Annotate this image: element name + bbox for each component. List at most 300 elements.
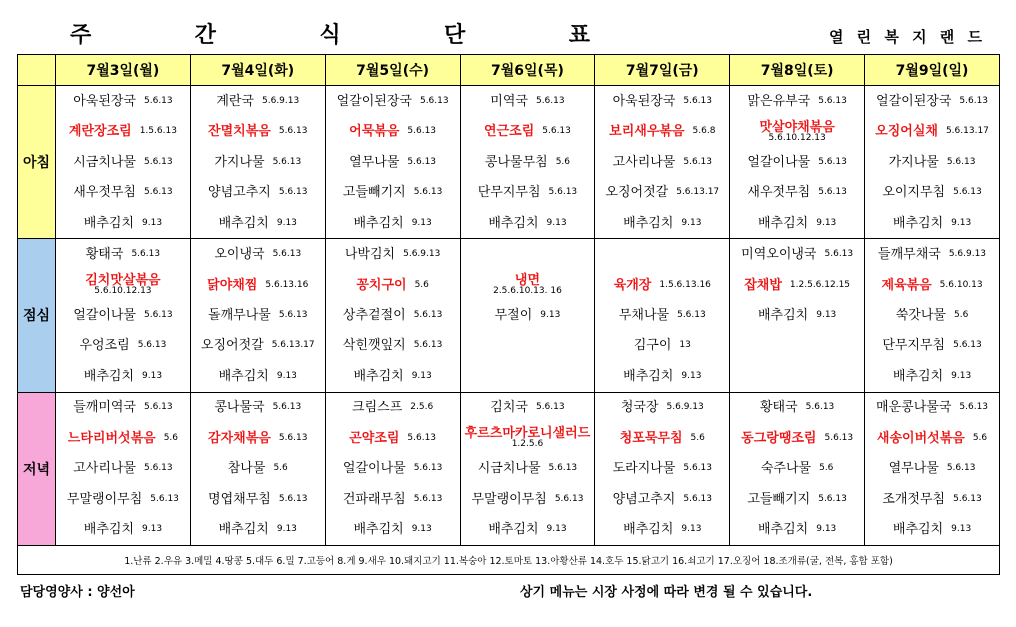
allergen-codes: 5.6.13 xyxy=(278,432,308,443)
weekly-menu-table xyxy=(17,54,1000,575)
menu-item xyxy=(56,208,190,238)
dish-name: 배추김치 xyxy=(353,215,404,231)
menu-item-list xyxy=(865,86,999,238)
menu-cell xyxy=(460,239,595,392)
allergen-codes: 5.6 xyxy=(972,432,988,443)
menu-item xyxy=(191,454,325,484)
allergen-codes: 5.6.13 xyxy=(818,187,847,198)
menu-item xyxy=(730,514,864,544)
dish-name: 콩나물국 xyxy=(214,400,265,416)
menu-cell xyxy=(865,392,1000,545)
allergen-codes: 2.5.6 xyxy=(410,402,434,413)
facility-name: 열 린 복 지 랜 드 xyxy=(828,28,986,46)
menu-cell xyxy=(730,239,865,392)
menu-cell xyxy=(595,239,730,392)
menu-item xyxy=(56,239,190,269)
dish-name: 배추김치 xyxy=(83,522,135,538)
allergen-codes: 5.6.13 xyxy=(144,402,173,413)
dish-name: 김구이 xyxy=(633,338,672,354)
menu-item xyxy=(326,208,460,238)
dish-name: 들깨미역국 xyxy=(73,400,136,416)
menu-item xyxy=(191,331,325,361)
menu-item xyxy=(865,208,999,238)
dish-name: 참나물 xyxy=(227,461,266,477)
menu-item xyxy=(191,423,325,453)
dish-name: 무말랭이무침 xyxy=(471,491,547,507)
menu-item-list xyxy=(461,239,595,391)
allergen-codes: 5.6.13 xyxy=(407,432,437,443)
menu-item xyxy=(461,147,595,177)
menu-item xyxy=(56,514,190,544)
menu-item xyxy=(865,361,999,391)
menu-item xyxy=(326,270,460,300)
menu-cell xyxy=(730,392,865,545)
dish-name: 배추김치 xyxy=(623,368,674,384)
allergen-codes: 5.6.13 xyxy=(413,493,443,504)
menu-item xyxy=(191,208,325,238)
dish-name: 청포묵무침 xyxy=(619,430,683,446)
dish-name: 곤약조림 xyxy=(349,430,400,446)
menu-item xyxy=(461,361,595,391)
menu-item xyxy=(191,300,325,330)
dish-name: 무채나물 xyxy=(618,307,670,323)
menu-item xyxy=(56,331,190,361)
menu-item xyxy=(56,270,190,300)
dish-name: 아욱된장국 xyxy=(73,93,136,109)
dish-name: 연근조림 xyxy=(484,124,535,140)
allergen-codes: 5.6.13 xyxy=(818,493,847,504)
menu-item xyxy=(326,117,460,147)
allergen-codes: 5.6.9.13 xyxy=(403,249,441,260)
dish-name: 냉면 xyxy=(514,273,541,288)
dish-name: 배추김치 xyxy=(892,215,944,231)
allergy-note: 1.난류 2.우유 3.메밀 4.땅콩 5.대두 6.밀 7.고등어 8.게 9.새우 10.돼지고기 11.복숭아 12.토마토 13.아황산류 14.호두 15.닭고기 16.쇠고기 17.오징어 18.조개류(굴, 전복, 홍합 포함) xyxy=(18,545,1000,574)
allergen-codes: 9.13 xyxy=(276,217,297,228)
menu-item xyxy=(461,484,595,514)
menu-item xyxy=(461,117,595,147)
title-char: 단 xyxy=(444,23,466,48)
menu-cell xyxy=(460,86,595,239)
dish-name: 크림스프 xyxy=(352,400,403,416)
dish-name: 얼갈이된장국 xyxy=(876,93,952,109)
menu-item xyxy=(730,117,864,147)
dish-name: 얼갈이된장국 xyxy=(336,93,412,109)
dinner-row xyxy=(18,392,1000,545)
menu-cell xyxy=(460,392,595,545)
dish-name: 열무나물 xyxy=(349,154,400,170)
allergen-codes: 5.6.13 xyxy=(150,493,179,504)
dietitian-name: 담당영양사 : 양선아 xyxy=(20,585,135,600)
dish-name: 배추김치 xyxy=(758,307,809,323)
menu-cell xyxy=(865,239,1000,392)
allergen-codes: 5.6.13 xyxy=(278,187,308,198)
dish-name: 무절이 xyxy=(494,307,533,323)
allergen-codes: 5.6.13 xyxy=(959,402,989,413)
dish-name: 배추김치 xyxy=(83,368,135,384)
allergen-codes: 5.6.13 xyxy=(824,249,854,260)
dish-name: 양념고추지 xyxy=(208,185,271,201)
allergen-codes: 5.6.13 xyxy=(677,309,706,320)
allergen-codes: 5.6.13 xyxy=(953,340,982,351)
menu-item-list xyxy=(730,86,864,238)
menu-item xyxy=(326,423,460,453)
dish-name: 황태국 xyxy=(85,247,124,263)
day-header: 7월7일(금) xyxy=(595,55,730,86)
menu-item xyxy=(461,423,595,453)
menu-item xyxy=(326,147,460,177)
allergen-codes: 1.5.6.13 xyxy=(139,126,177,137)
allergen-codes: 2.5.6.10.13. 16 xyxy=(493,286,562,296)
dish-name: 배추김치 xyxy=(488,522,539,538)
menu-item xyxy=(595,454,729,484)
allergen-codes: 5.6.13.17 xyxy=(945,126,989,137)
menu-item-list xyxy=(595,393,729,545)
menu-item xyxy=(326,514,460,544)
dish-name: 배추김치 xyxy=(623,522,674,538)
allergen-codes: 1.2.5.6.12.15 xyxy=(789,279,851,290)
dish-name: 명엽채무침 xyxy=(208,491,271,507)
allergen-codes: 9.13 xyxy=(681,524,702,535)
menu-item xyxy=(56,147,190,177)
menu-item-list xyxy=(326,239,460,391)
page-title xyxy=(70,18,590,48)
dish-name: 육개장 xyxy=(613,277,652,293)
menu-item xyxy=(191,361,325,391)
menu-item xyxy=(595,208,729,238)
menu-item-list xyxy=(56,393,190,545)
allergen-codes: 9.13 xyxy=(951,524,972,535)
allergen-codes: 5.6.13 xyxy=(137,340,167,351)
allergen-codes: 5.6 xyxy=(819,463,834,474)
allergen-codes: 5.6.13 xyxy=(131,249,161,260)
meal-label-lunch: 점심 xyxy=(18,239,56,392)
allergen-codes: 5.6.13 xyxy=(554,493,584,504)
allergen-codes: 5.6.10.12.13 xyxy=(94,286,152,296)
allergen-codes: 5.6.13 xyxy=(953,493,982,504)
allergen-codes: 5.6.13 xyxy=(824,432,854,443)
allergen-codes: 5.6 xyxy=(555,156,571,167)
title-char: 식 xyxy=(319,23,341,48)
menu-item-list xyxy=(191,393,325,545)
dish-name: 도라지나물 xyxy=(612,461,676,477)
menu-item xyxy=(56,423,190,453)
allergen-codes: 9.13 xyxy=(816,309,837,320)
allergen-codes: 9.13 xyxy=(540,309,561,320)
menu-item-list xyxy=(865,239,999,391)
dish-name: 오이지무침 xyxy=(882,185,946,201)
menu-item-list xyxy=(730,393,864,545)
menu-item xyxy=(595,331,729,361)
day-header: 7월6일(목) xyxy=(460,55,595,86)
menu-cell xyxy=(56,392,191,545)
allergen-codes: 5.6.13 xyxy=(413,463,443,474)
allergen-codes: 9.13 xyxy=(816,217,837,228)
dish-name: 배추김치 xyxy=(758,215,809,231)
dish-name: 배추김치 xyxy=(83,215,135,231)
allergen-codes: 9.13 xyxy=(411,524,432,535)
menu-item xyxy=(461,331,595,361)
allergen-codes: 5.6.13 xyxy=(413,340,443,351)
menu-item xyxy=(56,300,190,330)
menu-item xyxy=(865,454,999,484)
allergen-codes: 5.6.9.13 xyxy=(666,402,704,413)
dish-name: 들깨무채국 xyxy=(878,247,941,263)
allergen-codes: 5.6.13 xyxy=(548,463,578,474)
menu-item xyxy=(730,423,864,453)
allergen-codes: 9.13 xyxy=(951,370,972,381)
allergen-codes: 9.13 xyxy=(546,524,567,535)
menu-item xyxy=(865,393,999,423)
allergen-codes: 5.6.13 xyxy=(818,95,847,106)
menu-item xyxy=(730,270,864,300)
allergen-codes: 9.13 xyxy=(951,217,972,228)
dish-name: 상추겉절이 xyxy=(342,307,406,323)
menu-item xyxy=(865,117,999,147)
title-char: 표 xyxy=(568,23,590,48)
dish-name: 가지나물 xyxy=(214,154,265,170)
dish-name: 삭힌깻잎지 xyxy=(342,338,406,354)
dish-name: 맑은유부국 xyxy=(747,93,811,109)
dish-name: 가지나물 xyxy=(888,154,939,170)
allergen-codes: 5.6.13 xyxy=(953,187,982,198)
menu-item xyxy=(730,208,864,238)
allergen-codes: 5.6.13 xyxy=(144,156,173,167)
menu-cell xyxy=(595,86,730,239)
menu-item xyxy=(730,484,864,514)
menu-item xyxy=(191,393,325,423)
menu-item xyxy=(191,86,325,116)
title-char: 간 xyxy=(194,23,216,48)
allergen-codes: 5.6.13 xyxy=(278,126,308,137)
dish-name: 배추김치 xyxy=(892,368,944,384)
allergen-codes: 5.6.13 xyxy=(683,463,713,474)
menu-item xyxy=(865,86,999,116)
menu-item xyxy=(730,361,864,391)
menu-item xyxy=(595,177,729,207)
dish-name: 돌깨무나물 xyxy=(208,307,271,323)
menu-item xyxy=(191,147,325,177)
dish-name: 고들빼기지 xyxy=(342,185,406,201)
menu-item xyxy=(730,454,864,484)
menu-cell xyxy=(56,86,191,239)
menu-item xyxy=(730,177,864,207)
dish-name: 무말랭이무침 xyxy=(66,491,143,507)
day-header: 7월3일(월) xyxy=(56,55,191,86)
allergen-codes: 5.6.13 xyxy=(413,187,443,198)
menu-item xyxy=(730,86,864,116)
meal-label-breakfast: 아침 xyxy=(18,86,56,239)
menu-item xyxy=(865,514,999,544)
allergen-codes: 5.6.13 xyxy=(542,126,571,137)
dish-name: 나박김치 xyxy=(344,247,396,263)
allergen-codes: 5.6 xyxy=(953,309,969,320)
menu-item xyxy=(56,484,190,514)
allergen-codes: 5.6.13 xyxy=(278,309,308,320)
dish-name: 제육볶음 xyxy=(881,277,932,293)
menu-item xyxy=(595,239,729,269)
allergen-codes: 13 xyxy=(679,340,691,351)
dish-name: 오징어젓갈 xyxy=(605,185,669,201)
dish-name: 배추김치 xyxy=(218,522,269,538)
dish-name: 감자채볶음 xyxy=(208,430,271,446)
dish-name: 배추김치 xyxy=(218,368,269,384)
menu-item xyxy=(595,86,729,116)
dish-name: 계란장조림 xyxy=(68,124,132,140)
breakfast-row xyxy=(18,86,1000,239)
allergen-codes: 5.6.13 xyxy=(144,187,173,198)
dish-name: 배추김치 xyxy=(758,522,809,538)
allergen-codes: 5.6.13 xyxy=(144,95,173,106)
allergen-codes: 5.6.13 xyxy=(278,493,308,504)
menu-cell xyxy=(325,86,460,239)
dish-name: 닭야채찜 xyxy=(207,277,258,293)
allergen-codes: 5.6.10.13 xyxy=(939,279,983,290)
menu-item xyxy=(865,147,999,177)
menu-item xyxy=(865,239,999,269)
allergen-codes: 5.6.13 xyxy=(548,187,578,198)
menu-item-list xyxy=(191,86,325,238)
menu-item xyxy=(326,300,460,330)
dish-name: 보리새우볶음 xyxy=(609,124,685,140)
menu-item xyxy=(595,300,729,330)
menu-item xyxy=(865,270,999,300)
menu-item xyxy=(865,331,999,361)
allergen-codes: 5.6.13 xyxy=(683,493,713,504)
allergen-codes: 9.13 xyxy=(681,370,702,381)
menu-item xyxy=(326,393,460,423)
dish-name: 조개젓무침 xyxy=(882,491,946,507)
dish-name: 잡채밥 xyxy=(744,277,782,293)
dish-name: 오징어젓갈 xyxy=(200,338,264,354)
menu-item xyxy=(865,423,999,453)
dish-name: 오징어실채 xyxy=(875,124,938,140)
menu-item xyxy=(461,177,595,207)
allergen-codes: 5.6.13 xyxy=(144,309,173,320)
allergen-codes: 9.13 xyxy=(142,370,163,381)
menu-item xyxy=(326,331,460,361)
dish-name: 맛살야채볶음 xyxy=(759,119,835,135)
dish-name: 배추김치 xyxy=(623,215,674,231)
menu-item xyxy=(595,270,729,300)
menu-item xyxy=(326,239,460,269)
menu-item xyxy=(191,270,325,300)
menu-item xyxy=(730,239,864,269)
menu-cell xyxy=(325,392,460,545)
dish-name: 어묵볶음 xyxy=(349,124,400,140)
dish-name: 김치맛살볶음 xyxy=(85,273,161,288)
dish-name: 계란국 xyxy=(216,93,254,109)
menu-item-list xyxy=(326,86,460,238)
allergen-codes: 5.6.9.13 xyxy=(262,95,300,106)
menu-item xyxy=(595,147,729,177)
dish-name: 숙주나물 xyxy=(760,461,812,477)
dish-name: 단무지무침 xyxy=(882,338,946,354)
allergen-codes: 1.5.6.13.16 xyxy=(659,279,711,290)
dish-name: 미역오이냉국 xyxy=(741,247,817,263)
menu-item xyxy=(191,117,325,147)
menu-item xyxy=(326,361,460,391)
dish-name: 미역국 xyxy=(490,93,528,109)
menu-item xyxy=(326,484,460,514)
dish-name: 황태국 xyxy=(759,400,798,416)
menu-item xyxy=(595,514,729,544)
dish-name: 얼갈이나물 xyxy=(342,461,406,477)
dish-name: 콩나물무침 xyxy=(484,154,548,170)
allergen-codes: 5.6 xyxy=(414,279,429,290)
day-header-row xyxy=(18,55,1000,86)
menu-item xyxy=(191,484,325,514)
dish-name: 우엉조림 xyxy=(79,338,130,354)
menu-item xyxy=(326,86,460,116)
menu-cell xyxy=(190,392,325,545)
menu-item xyxy=(730,393,864,423)
day-header: 7월5일(수) xyxy=(325,55,460,86)
dish-name: 고들빼기지 xyxy=(747,491,811,507)
menu-item-list xyxy=(595,86,729,238)
menu-cell xyxy=(325,239,460,392)
allergen-codes: 1.2.5.6 xyxy=(511,439,544,450)
menu-item xyxy=(595,423,729,453)
menu-item xyxy=(56,361,190,391)
allergen-codes: 9.13 xyxy=(142,217,163,228)
menu-item xyxy=(461,454,595,484)
dish-name: 꽁치구이 xyxy=(356,277,407,293)
dish-name: 배추김치 xyxy=(218,215,269,231)
allergen-codes: 5.6.13 xyxy=(946,156,976,167)
meal-label-dinner: 저녁 xyxy=(18,392,56,545)
menu-item-list xyxy=(56,239,190,391)
menu-item xyxy=(56,117,190,147)
menu-item xyxy=(56,393,190,423)
menu-cell xyxy=(56,239,191,392)
allergen-codes: 5.6.13.17 xyxy=(676,187,720,198)
allergen-codes: 5.6.13 xyxy=(272,249,302,260)
menu-item-list xyxy=(461,393,595,545)
menu-item-list xyxy=(56,86,190,238)
dish-name: 배추김치 xyxy=(353,368,404,384)
dish-name: 건파래무침 xyxy=(342,491,406,507)
allergen-codes: 5.6.13 xyxy=(272,156,302,167)
day-header: 7월4일(화) xyxy=(190,55,325,86)
dish-name: 새우젓무침 xyxy=(73,185,136,201)
menu-item xyxy=(56,454,190,484)
corner-cell xyxy=(18,55,56,86)
menu-item xyxy=(461,300,595,330)
dish-name: 아욱된장국 xyxy=(612,93,676,109)
allergen-codes: 5.6.13 xyxy=(535,402,565,413)
dish-name: 배추김치 xyxy=(892,522,944,538)
allergen-codes: 5.6.8 xyxy=(692,126,716,137)
menu-item-list xyxy=(191,239,325,391)
change-notice: 상기 메뉴는 시장 사정에 따라 변경 될 수 있습니다. xyxy=(520,585,813,600)
dish-name: 청국장 xyxy=(620,400,659,416)
allergen-codes: 5.6.13 xyxy=(407,126,437,137)
menu-item xyxy=(56,86,190,116)
menu-item xyxy=(595,361,729,391)
menu-item xyxy=(461,514,595,544)
menu-item xyxy=(461,393,595,423)
menu-item-list xyxy=(326,393,460,545)
dish-name: 오이냉국 xyxy=(214,247,265,263)
allergen-codes: 5.6.13 xyxy=(805,402,835,413)
allergen-codes: 5.6.13 xyxy=(413,309,443,320)
menu-item xyxy=(595,484,729,514)
allergy-note-row xyxy=(18,545,1000,574)
allergen-codes: 5.6.13 xyxy=(946,463,976,474)
menu-item-list xyxy=(730,239,864,391)
allergen-codes: 5.6.13.17 xyxy=(271,340,315,351)
allergen-codes: 5.6.13 xyxy=(683,95,713,106)
